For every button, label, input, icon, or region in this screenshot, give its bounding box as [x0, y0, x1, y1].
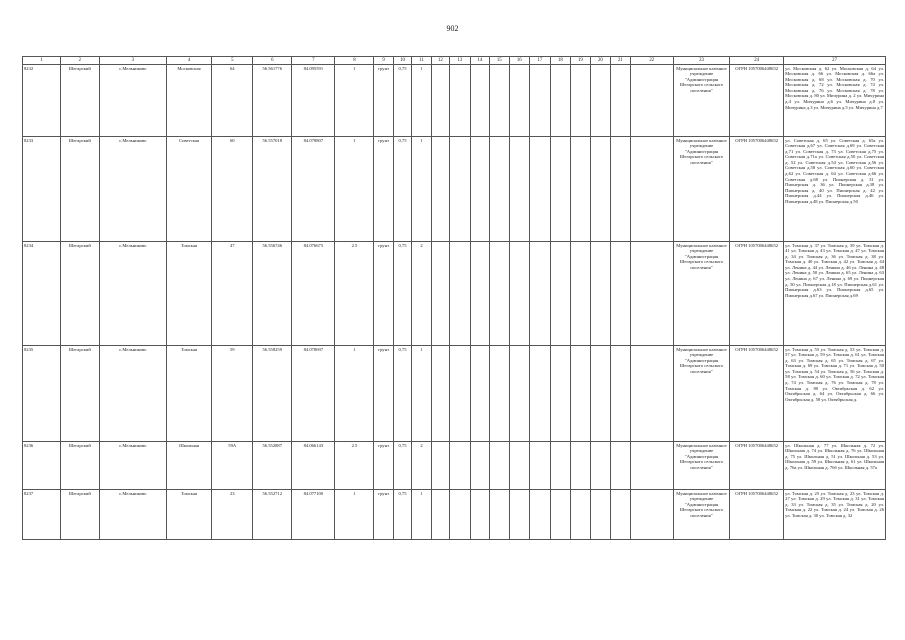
empty-cell	[450, 137, 471, 242]
owner-cell: Муниципальное казенное учреждение "Администрация Шегарского сельского поселения"	[673, 137, 729, 242]
empty-cell	[611, 65, 630, 137]
house-cell: 47	[212, 242, 253, 346]
empty-cell	[470, 242, 489, 346]
empty-cell	[590, 346, 611, 442]
ogrn-cell: ОГРН 1057006448652	[730, 65, 784, 137]
surface-cell: грунт	[374, 442, 393, 490]
empty-cell	[509, 346, 530, 442]
served-addresses-cell: ул. Московская д. 62 ул. Московская д. 64 ул. Московская д. 66 ул. Московская д. 66а ул. Московская д. 68 ул. Московская д. 70 ул. Московская д. 72 ул. Московская д. 74 ул. Московская д. 76 ул. Московская д. 78 ул. Московская д. 80 ул. Мичурина д. 2 ул. Мичурина д.4 ул. Мичурина д.6 ул. Мичурина д.8 ул. Мичурина д.3 ул. Мичурина д.5 ул. Мичурина д.7	[784, 65, 886, 137]
registry-table	[22, 56, 886, 540]
volume-cell: 0,75	[393, 137, 411, 242]
empty-cell	[550, 242, 571, 346]
ogrn-cell: ОГРН 1057006448652	[730, 242, 784, 346]
latitude-cell: 56.552712	[253, 490, 292, 540]
column-header: 9	[374, 57, 393, 65]
empty-cell	[470, 65, 489, 137]
empty-cell	[590, 242, 611, 346]
column-header: 22	[630, 57, 673, 65]
empty-cell	[431, 442, 449, 490]
empty-cell	[611, 242, 630, 346]
area-cell: 2.5	[335, 242, 374, 346]
longitude-cell: 84.076675	[292, 242, 335, 346]
area-cell: 2.5	[335, 442, 374, 490]
column-header: 5	[212, 57, 253, 65]
district-cell: Шегарский	[60, 137, 99, 242]
empty-cell	[490, 490, 509, 540]
count-cell: 1	[412, 346, 431, 442]
empty-cell	[530, 346, 551, 442]
column-header: 14	[470, 57, 489, 65]
column-header: 15	[490, 57, 509, 65]
empty-cell	[509, 242, 530, 346]
empty-cell	[611, 137, 630, 242]
empty-cell	[490, 137, 509, 242]
count-cell: 2	[412, 242, 431, 346]
row-id: 8235	[23, 346, 61, 442]
longitude-cell: 84.077100	[292, 490, 335, 540]
column-header: 24	[730, 57, 784, 65]
table-row	[23, 490, 886, 540]
empty-cell	[450, 65, 471, 137]
empty-cell	[530, 137, 551, 242]
table-row	[23, 242, 886, 346]
surface-cell: грунт	[374, 137, 393, 242]
empty-cell	[571, 346, 590, 442]
empty-cell	[431, 137, 449, 242]
surface-cell: грунт	[374, 65, 393, 137]
district-cell: Шегарский	[60, 65, 99, 137]
latitude-cell: 56.557018	[253, 137, 292, 242]
latitude-cell: 56.561776	[253, 65, 292, 137]
empty-cell	[630, 65, 673, 137]
house-cell: 59	[212, 346, 253, 442]
served-addresses-cell: ул. Томская д. 37 ул. Томская д. 39 ул. Томская д. 41 ул. Томская д. 43 ул. Томская д. 47 ул. Томская д. 34 ул. Томская д. 36 ул. Томская д. 38 ул. Томская д. 40 ул. Томская д. 42 ул. Томская д. 44 ул. Ленина д. 44 ул. Ленина д. 46 ул. Ленина д. 48 ул. Ленина д. 50 ул. Ленина д. 65 ул. Ленина д. 63 ул. Ленина д. 67 ул. Ленина д. 69 ул. Пионерская д. 50 ул. Пионерская д.18 ул. Пионерская д.61 ул. Пионерская д.63 ул. Пионерская д.65 ул. Пионерская д.67 ул. Пионерская д.69	[784, 242, 886, 346]
empty-cell	[470, 137, 489, 242]
empty-cell	[630, 137, 673, 242]
settlement-cell: с.Мельниково	[99, 490, 166, 540]
column-header: 6	[253, 57, 292, 65]
ogrn-cell: ОГРН 1057006448652	[730, 137, 784, 242]
area-cell: 1	[335, 490, 374, 540]
street-cell: Школьная	[166, 442, 211, 490]
volume-cell: 0,75	[393, 490, 411, 540]
district-cell: Шегарский	[60, 346, 99, 442]
row-id: 8232	[23, 65, 61, 137]
column-header: 3	[99, 57, 166, 65]
empty-cell	[611, 346, 630, 442]
column-header: 8	[335, 57, 374, 65]
header-row	[23, 57, 886, 65]
empty-cell	[630, 346, 673, 442]
settlement-cell: с.Мельниково	[99, 137, 166, 242]
table-row	[23, 346, 886, 442]
district-cell: Шегарский	[60, 242, 99, 346]
column-header: 1	[23, 57, 61, 65]
volume-cell: 0,75	[393, 442, 411, 490]
served-addresses-cell: ул. Томская д. 55 ул. Томская д. 53 ул. Томская д. 57 ул. Томская д. 59 ул. Томская д. 61 ул. Томская д. 63 ул. Томская д. 65 ул. Томская д. 67 ул. Томская д. 69 ул. Томская д. 71 ул. Томская д. 50 ул. Томская д. 54 ул. Томская д. 56 ул. Томская д. 58 ул. Томская д. 60 ул. Томская д. 72 ул. Томская д. 74 ул. Томская д. 76 ул. Томская д. 78 ул. Томская д. 80 ул. Октябрьская д. 62 ул. Октябрьская д. 64 ул. Октябрьская д. 66 ул. Октябрьская д. 58 ул. Октябрьская д.	[784, 346, 886, 442]
owner-cell: Муниципальное казенное учреждение "Администрация Шегарского сельского поселения"	[673, 346, 729, 442]
empty-cell	[590, 442, 611, 490]
empty-cell	[571, 442, 590, 490]
empty-cell	[431, 242, 449, 346]
column-header: 21	[611, 57, 630, 65]
empty-cell	[590, 490, 611, 540]
longitude-cell: 84.078807	[292, 137, 335, 242]
empty-cell	[431, 65, 449, 137]
empty-cell	[550, 442, 571, 490]
street-cell: Томская	[166, 490, 211, 540]
empty-cell	[630, 490, 673, 540]
row-id: 8236	[23, 442, 61, 490]
empty-cell	[611, 490, 630, 540]
served-addresses-cell: ул. Советская д. 65 ул. Советская д. 65а ул. Советская д.67 ул. Советская д.69 ул. Советская д.71 ул. Советская д. 73 ул. Советская д.75 ул. Советская д.71а ул. Советская д.50 ул. Советская д. 52 ул. Советская д.54 ул. Советская д.56 ул. Советская д.58 ул. Советская д.60 ул. Советская д.62 ул. Советская д. 64 ул. Советская д.66 ул. Советская д.68 ул. Пионерская д. 31 ул. Пионерская д. 36 ул. Пионерская д.38 ул. Пионерская д. 40 ул. Пионерская д. 42 ул. Пионерская д.44 ул. Пионерская д.46 ул. Пионерская д.48 ул. Пионерская д.50	[784, 137, 886, 242]
empty-cell	[571, 137, 590, 242]
longitude-cell: 84.078697	[292, 346, 335, 442]
column-header: 7	[292, 57, 335, 65]
surface-cell: грунт	[374, 242, 393, 346]
column-header: 10	[393, 57, 411, 65]
count-cell: 2	[412, 442, 431, 490]
house-cell: 64	[212, 65, 253, 137]
longitude-cell: 84.066143	[292, 442, 335, 490]
settlement-cell: с.Мельниково	[99, 442, 166, 490]
table-row	[23, 137, 886, 242]
page-number: 902	[446, 24, 459, 33]
latitude-cell: 56.556746	[253, 242, 292, 346]
column-header: 4	[166, 57, 211, 65]
column-header: 16	[509, 57, 530, 65]
table-row	[23, 65, 886, 137]
column-header: 12	[431, 57, 449, 65]
house-cell: 23	[212, 490, 253, 540]
column-header: 11	[412, 57, 431, 65]
empty-cell	[450, 242, 471, 346]
empty-cell	[550, 490, 571, 540]
street-cell: Томская	[166, 242, 211, 346]
empty-cell	[490, 346, 509, 442]
latitude-cell: 56.552887	[253, 442, 292, 490]
empty-cell	[431, 490, 449, 540]
row-id: 8233	[23, 137, 61, 242]
surface-cell: грунт	[374, 490, 393, 540]
column-header: 27	[784, 57, 886, 65]
empty-cell	[530, 242, 551, 346]
street-cell: Томская	[166, 346, 211, 442]
empty-cell	[530, 65, 551, 137]
area-cell: 1	[335, 346, 374, 442]
owner-cell: Муниципальное казенное учреждение "Администрация Шегарского сельского поселения"	[673, 490, 729, 540]
empty-cell	[590, 137, 611, 242]
empty-cell	[470, 346, 489, 442]
empty-cell	[550, 137, 571, 242]
column-header: 13	[450, 57, 471, 65]
empty-cell	[550, 346, 571, 442]
empty-cell	[571, 65, 590, 137]
ogrn-cell: ОГРН 1057006448652	[730, 442, 784, 490]
latitude-cell: 56.558259	[253, 346, 292, 442]
served-addresses-cell: ул. Томская д. 25 ул. Томская д. 23 ул. Томская д. 27 ул. Томская д. 29 ул. Томская д. 31 ул. Томская д. 33 ул. Томская д. 35 ул. Томская д. 20 ул. Томская д. 22 ул. Томская д. 24 ул. Томская д. 26 ул. Томская д. 30 ул. Томская д. 32	[784, 490, 886, 540]
empty-cell	[630, 242, 673, 346]
empty-cell	[530, 442, 551, 490]
count-cell: 1	[412, 65, 431, 137]
empty-cell	[470, 442, 489, 490]
count-cell: 1	[412, 137, 431, 242]
empty-cell	[630, 442, 673, 490]
owner-cell: Муниципальное казенное учреждение "Администрация Шегарского сельского поселения"	[673, 242, 729, 346]
empty-cell	[450, 346, 471, 442]
empty-cell	[509, 137, 530, 242]
empty-cell	[450, 442, 471, 490]
volume-cell: 0,75	[393, 65, 411, 137]
area-cell: 1	[335, 65, 374, 137]
empty-cell	[490, 65, 509, 137]
empty-cell	[590, 65, 611, 137]
settlement-cell: с.Мельниково	[99, 65, 166, 137]
empty-cell	[509, 442, 530, 490]
column-header: 23	[673, 57, 729, 65]
owner-cell: Муниципальное казенное учреждение "Администрация Шегарского сельского поселения"	[673, 65, 729, 137]
empty-cell	[490, 242, 509, 346]
column-header: 18	[550, 57, 571, 65]
empty-cell	[509, 65, 530, 137]
house-cell: 59А	[212, 442, 253, 490]
column-header: 17	[530, 57, 551, 65]
row-id: 8234	[23, 242, 61, 346]
ogrn-cell: ОГРН 1057006448652	[730, 490, 784, 540]
volume-cell: 0,75	[393, 242, 411, 346]
settlement-cell: с.Мельниково	[99, 242, 166, 346]
column-header: 2	[60, 57, 99, 65]
longitude-cell: 84.095591	[292, 65, 335, 137]
empty-cell	[571, 490, 590, 540]
served-addresses-cell: ул. Школьная д. 77 ул. Школьная д. 72 ул. Школьная д. 74 ул. Школьная д. 76 ул. Школьная д. 75 ул. Школьная д. 51 ул. Школьная д. 53 ул. Школьная д. 59 ул. Школьная д. 61 ул. Школьная д. 76а ул. Школьная д. 76б ул. Школьная д. 57а	[784, 442, 886, 490]
count-cell: 1	[412, 490, 431, 540]
column-header: 20	[590, 57, 611, 65]
empty-cell	[571, 242, 590, 346]
owner-cell: Муниципальное казенное учреждение "Администрация Шегарского сельского поселения"	[673, 442, 729, 490]
street-cell: Московская	[166, 65, 211, 137]
house-cell: 60	[212, 137, 253, 242]
empty-cell	[550, 65, 571, 137]
empty-cell	[611, 442, 630, 490]
street-cell: Советская	[166, 137, 211, 242]
surface-cell: грунт	[374, 346, 393, 442]
row-id: 8237	[23, 490, 61, 540]
volume-cell: 0,75	[393, 346, 411, 442]
area-cell: 1	[335, 137, 374, 242]
empty-cell	[530, 490, 551, 540]
empty-cell	[470, 490, 489, 540]
district-cell: Шегарский	[60, 490, 99, 540]
table-row	[23, 442, 886, 490]
ogrn-cell: ОГРН 1057006448652	[730, 346, 784, 442]
column-header: 19	[571, 57, 590, 65]
empty-cell	[450, 490, 471, 540]
settlement-cell: с.Мельниково	[99, 346, 166, 442]
empty-cell	[431, 346, 449, 442]
empty-cell	[490, 442, 509, 490]
district-cell: Шегарский	[60, 442, 99, 490]
empty-cell	[509, 490, 530, 540]
